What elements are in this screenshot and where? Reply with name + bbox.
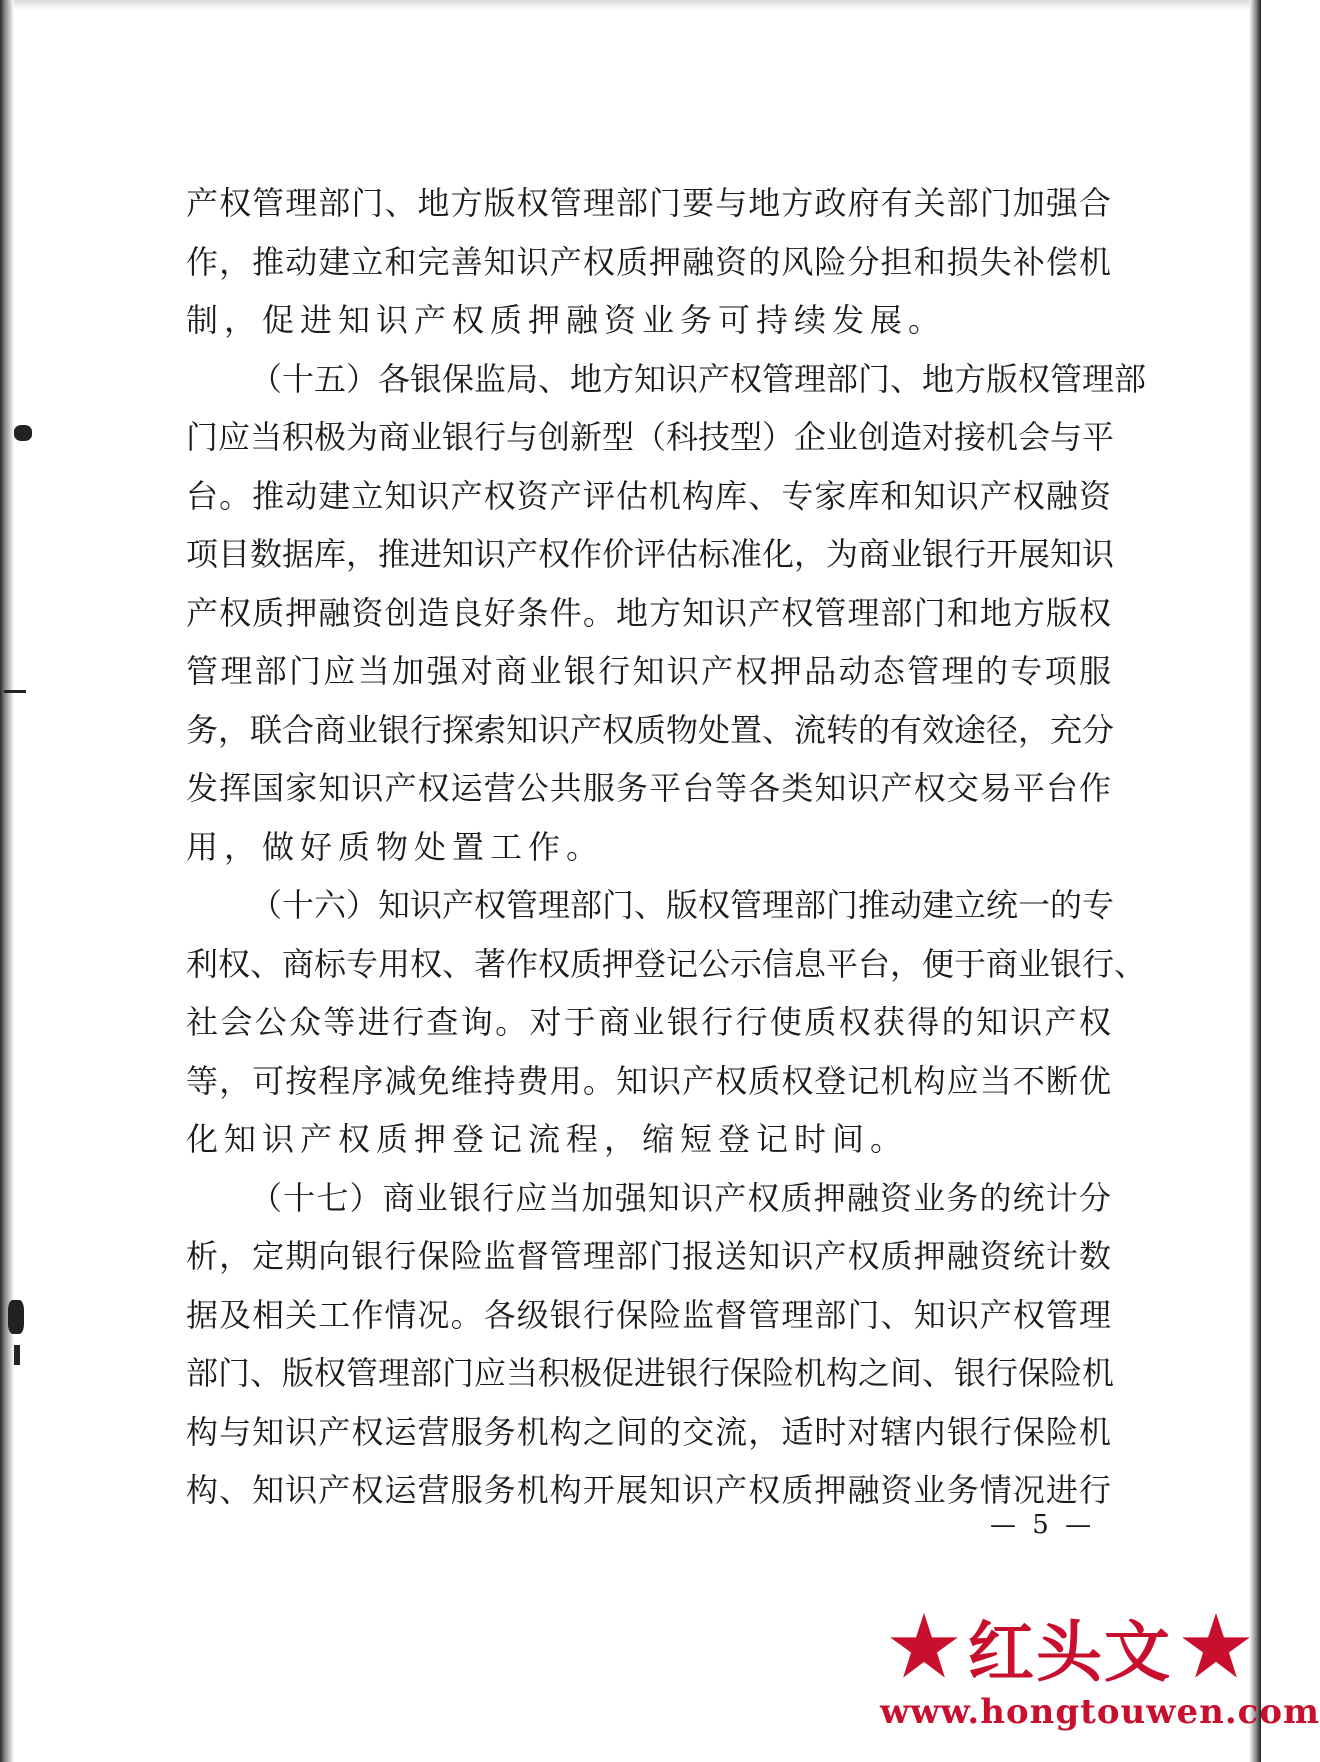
star-icon: [888, 1610, 960, 1682]
text-line: 项目数据库，推进知识产权作价评估标准化，为商业银行开展知识: [186, 535, 1115, 573]
text-line: 析，定期向银行保险监督管理部门报送知识产权质押融资统计数: [186, 1237, 1111, 1275]
text-line: 台。推动建立知识产权资产评估机构库、专家库和知识产权融资: [186, 476, 1111, 515]
text-line: 用，做好质物处置工作。: [186, 827, 605, 866]
star-icon: [1180, 1610, 1252, 1682]
text-line: 据及相关工作情况。各级银行保险监督管理部门、知识产权管理: [186, 1295, 1111, 1334]
text-line: 化知识产权质押登记流程，缩短登记时间。: [186, 1120, 909, 1158]
text-line: 构与知识产权运营服务机构之间的交流，适时对辖内银行保险机: [186, 1412, 1111, 1451]
text-line: 构、知识产权运营服务机构开展知识产权质押融资业务情况进行: [186, 1471, 1111, 1509]
text-line: 制，促进知识产权质押融资业务可持续发展。: [186, 301, 947, 339]
text-line: 社会公众等进行查询。对于商业银行行使质权获得的知识产权: [186, 1003, 1111, 1041]
text-line: 务，联合商业银行探索知识产权质物处置、流转的有效途径，充分: [186, 710, 1115, 749]
text-line: 发挥国家知识产权运营公共服务平台等各类知识产权交易平台作: [186, 769, 1111, 807]
text-line: 等，可按程序减免维持费用。知识产权质权登记机构应当不断优: [186, 1061, 1111, 1100]
scan-edge-right: [1249, 0, 1261, 1762]
watermark-url: www.hongtouwen.com: [880, 1692, 1320, 1732]
watermark: [880, 1600, 1320, 1750]
text-line: 管理部门应当加强对商业银行知识产权押品动态管理的专项服: [186, 652, 1111, 690]
scan-edge-left: [0, 0, 14, 1762]
text-line: 作，推动建立和完善知识产权质押融资的风险分担和损失补偿机: [186, 242, 1111, 281]
text-line: 利权、商标专用权、著作权质押登记公示信息平台，便于商业银行、: [186, 944, 1147, 983]
watermark-text: 红头文: [968, 1612, 1172, 1691]
scan-speck: [4, 690, 26, 693]
text-line: 门应当积极为商业银行与创新型（科技型）企业创造对接机会与平: [186, 418, 1115, 456]
scan-speck: [14, 425, 32, 441]
body-text: [186, 174, 1147, 1520]
paragraph-first-line: （十五）各银保监局、地方知识产权管理部门、地方版权管理部: [250, 359, 1147, 398]
text-line: 产权管理部门、地方版权管理部门要与地方政府有关部门加强合: [186, 184, 1111, 222]
page-number: — 5 —: [990, 1510, 1096, 1540]
scan-speck: [8, 1300, 24, 1334]
scan-speck: [14, 1345, 20, 1365]
paragraph-first-line: （十六）知识产权管理部门、版权管理部门推动建立统一的专: [250, 886, 1115, 924]
text-line: 产权质押融资创造良好条件。地方知识产权管理部门和地方版权: [186, 593, 1111, 632]
paragraph-first-line: （十七）商业银行应当加强知识产权质押融资业务的统计分: [250, 1178, 1111, 1217]
scan-edge-top: [0, 0, 1261, 10]
text-line: 部门、版权管理部门应当积极促进银行保险机构之间、银行保险机: [186, 1354, 1115, 1392]
